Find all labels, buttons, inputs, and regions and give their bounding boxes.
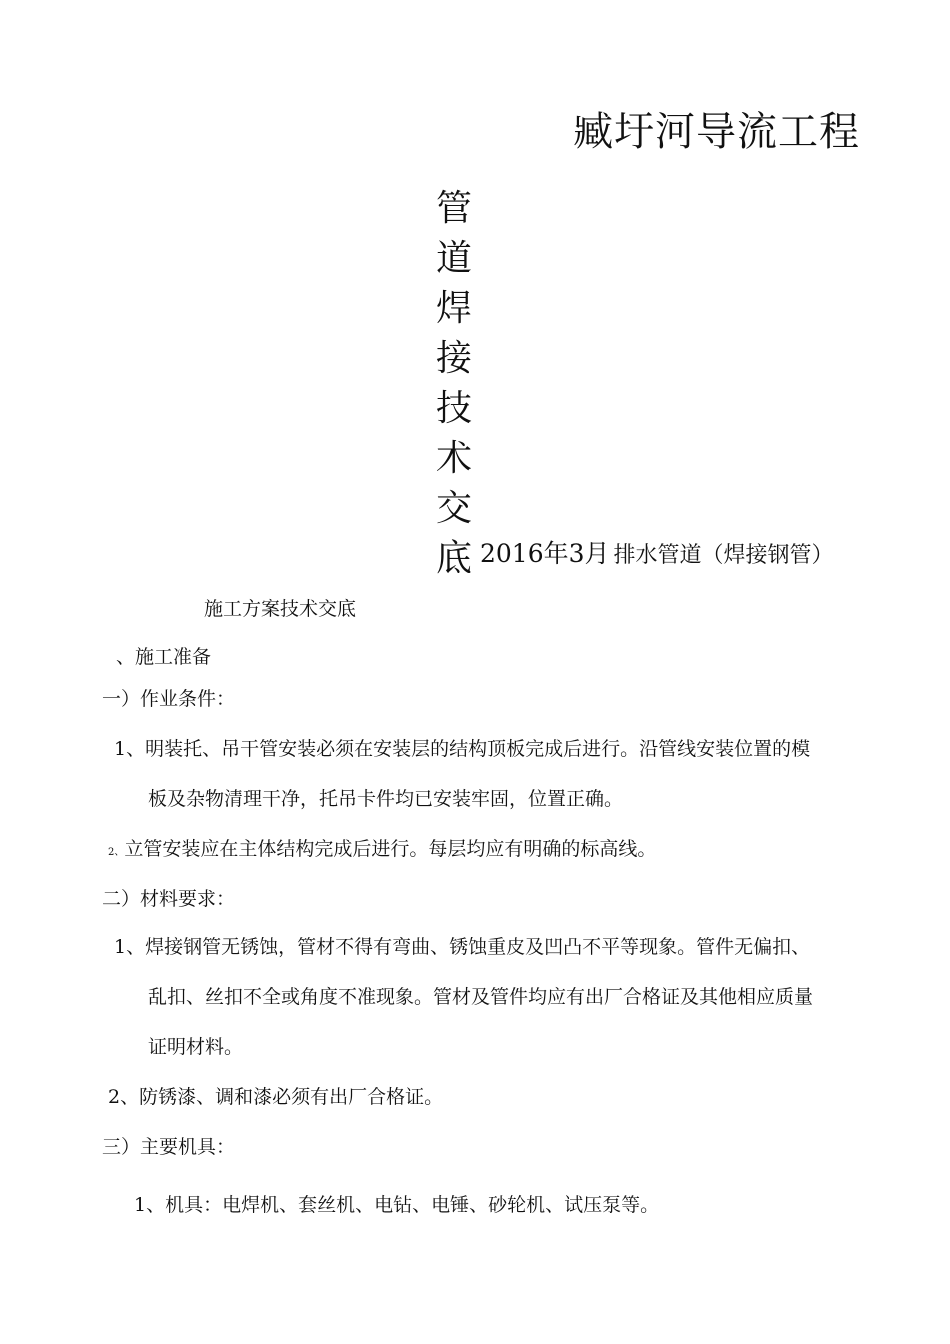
subsection-title: 一）作业条件：: [102, 688, 236, 710]
title-char: 底: [436, 538, 473, 579]
date-subtitle-line: [480, 534, 834, 576]
list-item-line: 1、焊接钢管无锈蚀，管材不得有弯曲、锈蚀重皮及凹凸不平等现象。管件无偏扣、: [114, 936, 811, 958]
title-char: 交: [436, 488, 473, 529]
list-item-line: 证明材料。: [148, 1036, 244, 1058]
project-title: 臧圩河导流工程: [573, 109, 860, 155]
document-subtitle: 排水管道（焊接钢管）: [613, 543, 834, 568]
title-char: 接: [436, 338, 473, 379]
list-item-number: 2、: [108, 847, 125, 858]
title-char: 技: [436, 388, 473, 429]
list-item-line: 1、明装托、吊干管安装必须在安装层的结构顶板完成后进行。沿管线安装位置的模: [114, 738, 811, 760]
part-title: 、施工准备: [116, 646, 212, 668]
title-char: 道: [436, 238, 473, 279]
list-item: [108, 834, 656, 868]
list-item-text: 立管安装应在主体结构完成后进行。每层均应有明确的标高线。: [124, 838, 657, 860]
title-char: 焊: [436, 288, 473, 329]
title-char: 术: [436, 438, 473, 479]
subsection-title: 三）主要机具：: [102, 1136, 236, 1158]
section-heading: 施工方案技术交底: [204, 598, 357, 620]
list-item-line: 板及杂物清理干净，托吊卡件均已安装牢固，位置正确。: [148, 788, 624, 810]
list-item: 2、防锈漆、调和漆必须有出厂合格证。: [108, 1086, 444, 1108]
list-item: 1、机具：电焊机、套丝机、电钻、电锤、砂轮机、试压泵等。: [134, 1194, 660, 1216]
list-item-line: 乱扣、丝扣不全或角度不准现象。管材及管件均应有出厂合格证及其他相应质量: [148, 986, 814, 1008]
document-title-vertical: [436, 184, 472, 584]
subsection-title: 二）材料要求：: [102, 888, 236, 910]
title-char: 管: [436, 188, 473, 229]
document-date: 2016年3月: [480, 539, 610, 568]
